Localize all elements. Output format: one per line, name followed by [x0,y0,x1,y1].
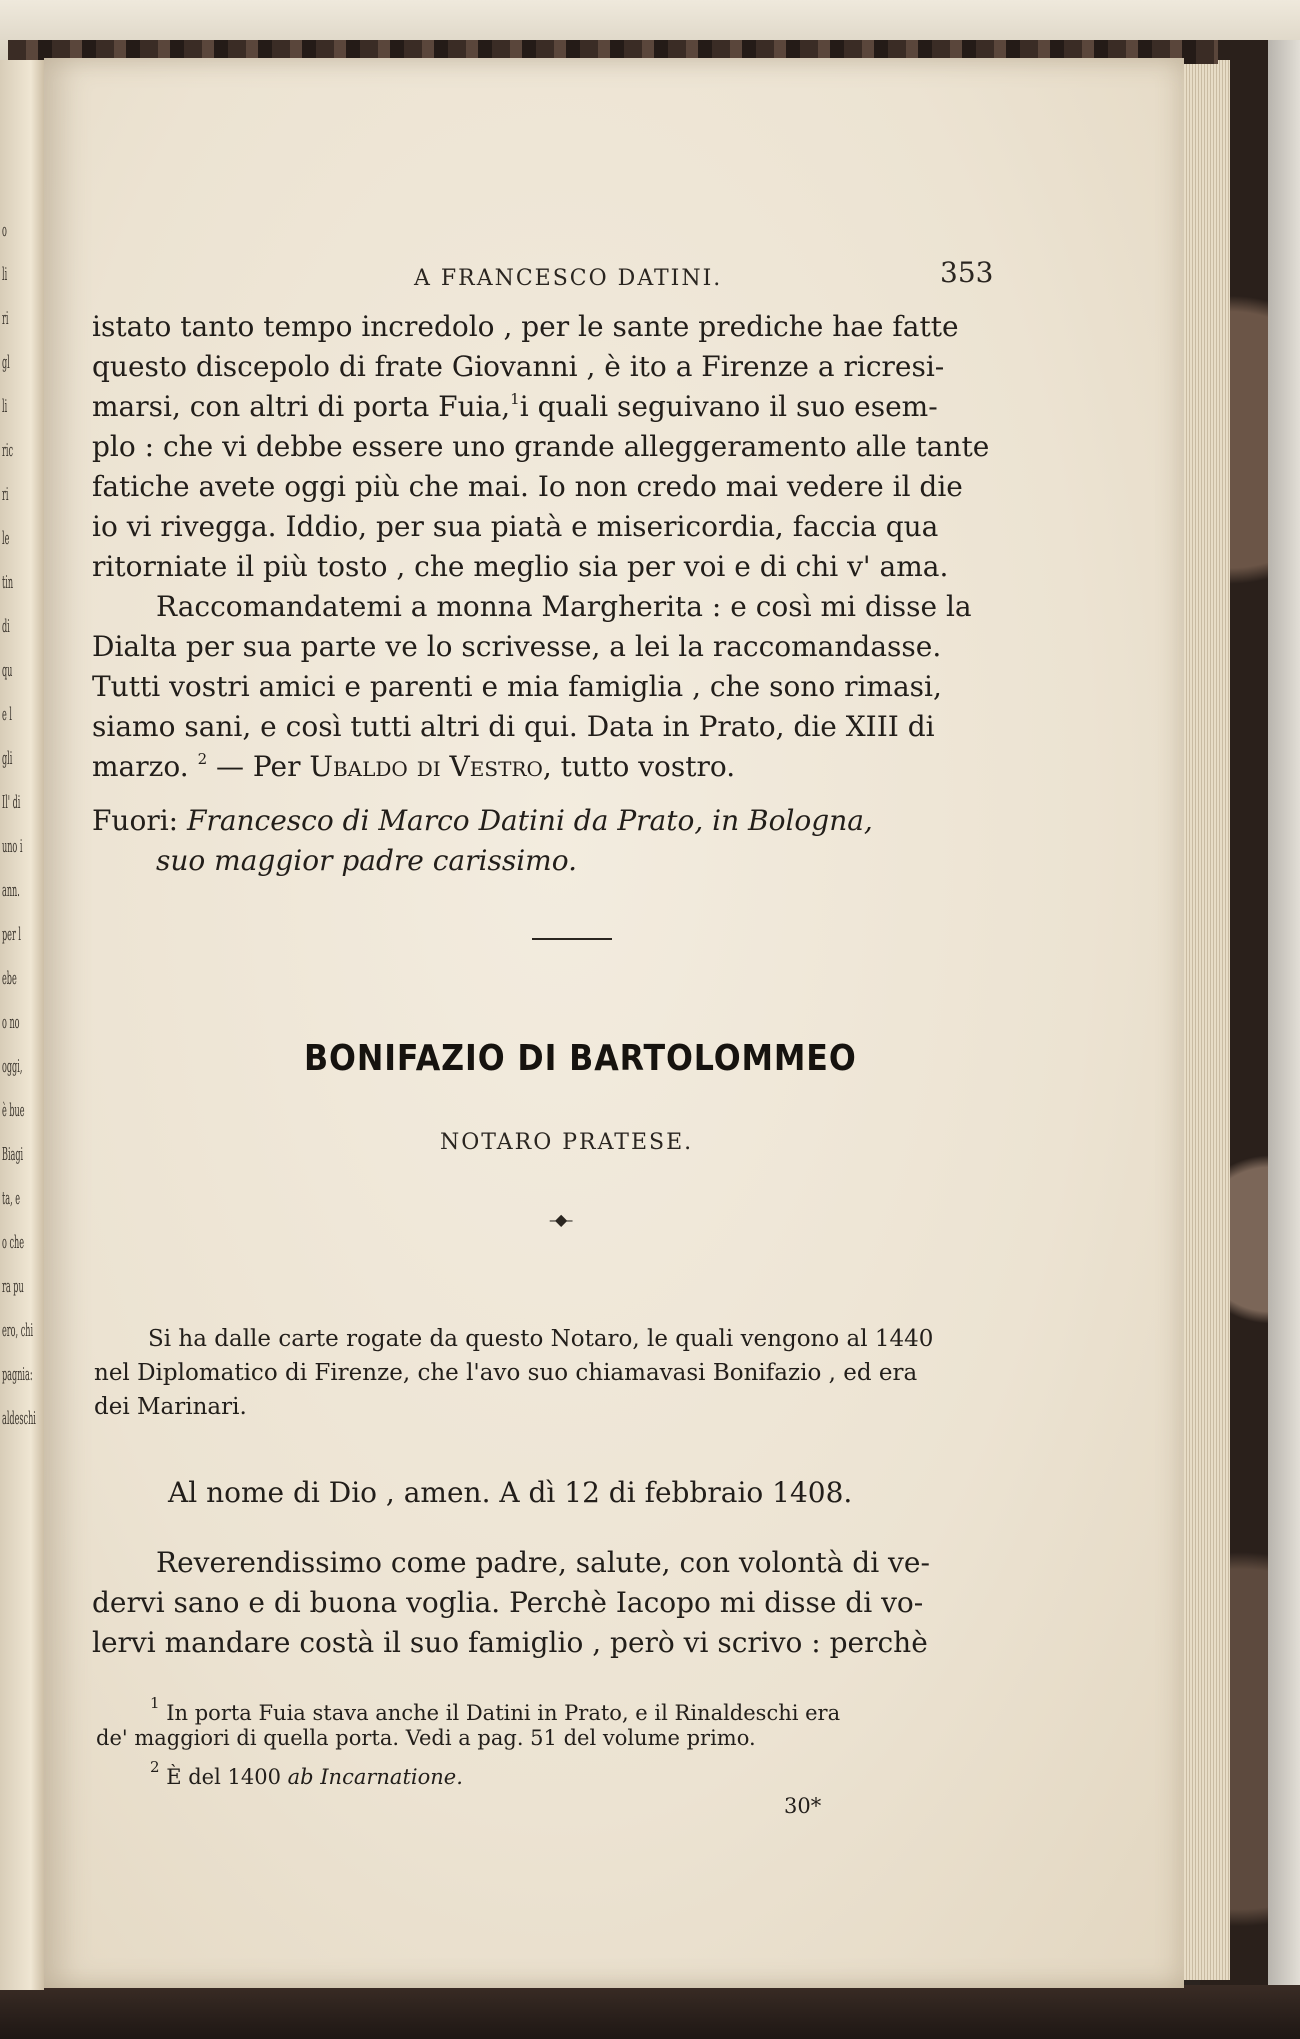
outside-address-line [92,804,873,837]
facing-page-fragment: o che [2,1232,25,1253]
text-line: Reverendissimo come padre, salute, con volontà di ve- [156,1546,930,1579]
running-head: A FRANCESCO DATINI. [414,266,723,291]
section-heading: BONIFAZIO DI BARTOLOMMEO [304,1038,857,1079]
facing-page-fragment: Biagi [2,1144,24,1165]
facing-page-fragment: li [2,396,8,417]
footnote-2 [150,1758,463,1789]
text-line: Raccomandatemi a monna Margherita : e così mi disse la [156,590,972,623]
text-line: dervi sano e di buona voglia. Perchè Iacopo mi disse di vo- [92,1586,924,1619]
facing-page-fragment: di [2,616,10,637]
outside-address: Francesco di Marco Datini da Prato, in Bologna, [187,804,873,837]
facing-page-fragment: e l [2,704,12,725]
facing-page-fragment: Il' di [2,792,21,813]
letter-dateline: Al nome di Dio , amen. A dì 12 di febbraio 1408. [168,1476,853,1509]
text-line: siamo sani, e così tutti altri di qui. Data in Prato, die XIII di [92,710,935,743]
facing-page-fragment: qu [2,660,13,681]
facing-page-fragment: per l [2,924,22,945]
signature-mark: 30* [784,1794,822,1818]
text-line: Dialta per sua parte ve lo scrivesse, a lei la raccomandasse. [92,630,942,663]
text-line: lervi mandare costà il suo famiglio , però vi scrivo : perchè [92,1626,928,1659]
author-name: Ubaldo di Vestro [309,750,543,783]
cover-edge [1268,40,1300,2039]
facing-page-fragment: pagnia: [2,1364,33,1385]
facing-page-fragment: ri [2,308,9,329]
text-line [92,750,735,783]
intro-line: nel Diplomatico di Firenze, che l'avo suo chiamavasi Bonifazio , ed era [94,1360,918,1386]
page-number: 353 [940,256,994,289]
footnote-mark: 1 [150,1694,160,1712]
facing-page-fragment: ann. [2,880,20,901]
facing-page-fragment: o no [2,1012,20,1033]
section-divider [532,938,612,940]
footnote-mark: 2 [150,1758,160,1776]
facing-page-fragment: è bue [2,1100,25,1121]
footnote-1 [150,1694,840,1725]
intro-line: dei Marinari. [94,1394,247,1420]
text-line: fatiche avete oggi più che mai. Io non credo mai vedere il die [92,470,963,503]
text-line: questo discepolo di frate Giovanni , è ito a Firenze a ricresi- [92,350,945,383]
footnote-ref-1[interactable]: 1 [510,390,520,408]
facing-page-fragment: tin [2,572,14,593]
footnote-1-cont: de' maggiori di quella porta. Vedi a pag. 51 del volume primo. [96,1726,756,1750]
outside-address-line-2: suo maggior padre carissimo. [156,844,577,877]
facing-page-fragment: oggi, [2,1056,23,1077]
facing-page-fragment: o [2,220,7,241]
footnote-text: È del 1400 [166,1765,288,1789]
text-line: plo : che vi debbe essere uno grande alleggeramento alle tante [92,430,990,463]
section-subheading: NOTARO PRATESE. [440,1130,694,1155]
text-span: i quali seguivano il suo esem- [519,390,938,423]
book-page [44,58,1184,1988]
facing-page-fragment: ri [2,484,9,505]
facing-page-edge [0,60,44,1990]
facing-page-fragment: li [2,264,8,285]
facing-page-fragment: ra pu [2,1276,24,1297]
text-line: Tutti vostri amici e parenti e mia famiglia , che sono rimasi, [92,670,942,703]
footnote-text-italic: ab Incarnatione. [287,1765,463,1789]
facing-page-fragment: gli [2,748,13,769]
book-spine-bottom [0,1985,1300,2039]
facing-page-fragment: aldeschi [2,1408,36,1429]
ornament-divider: –◆– [549,1210,572,1229]
facing-page-fragment: ero, chi [2,1320,34,1341]
footnote-ref-2[interactable]: 2 [197,750,208,768]
outside-label: Fuori: [92,804,179,837]
facing-page-fragment: ric [2,440,14,461]
text-line [92,390,938,423]
text-span: marsi, con altri di porta Fuia, [92,390,511,423]
text-span: — Per [207,750,310,783]
text-line: istato tanto tempo incredolo , per le sante prediche hae fatte [92,310,959,343]
text-line: io vi rivegga. Iddio, per sua piatà e misericordia, faccia qua [92,510,939,543]
facing-page-fragment: gl [2,352,10,373]
facing-page-fragment: ebe [2,968,17,989]
footnote-text: In porta Fuia stava anche il Datini in Prato, e il Rinaldeschi era [166,1701,841,1725]
text-span: , tutto vostro. [542,750,736,783]
text-line: ritorniate il più tosto , che meglio sia per voi e di chi v' ama. [92,550,949,583]
facing-page-fragment: ta, e [2,1188,21,1209]
facing-page-fragment: le [2,528,10,549]
intro-line: Si ha dalle carte rogate da questo Notaro, le quali vengono al 1440 [148,1326,934,1352]
text-span: marzo. [92,750,189,783]
facing-page-fragment: uno i [2,836,23,857]
